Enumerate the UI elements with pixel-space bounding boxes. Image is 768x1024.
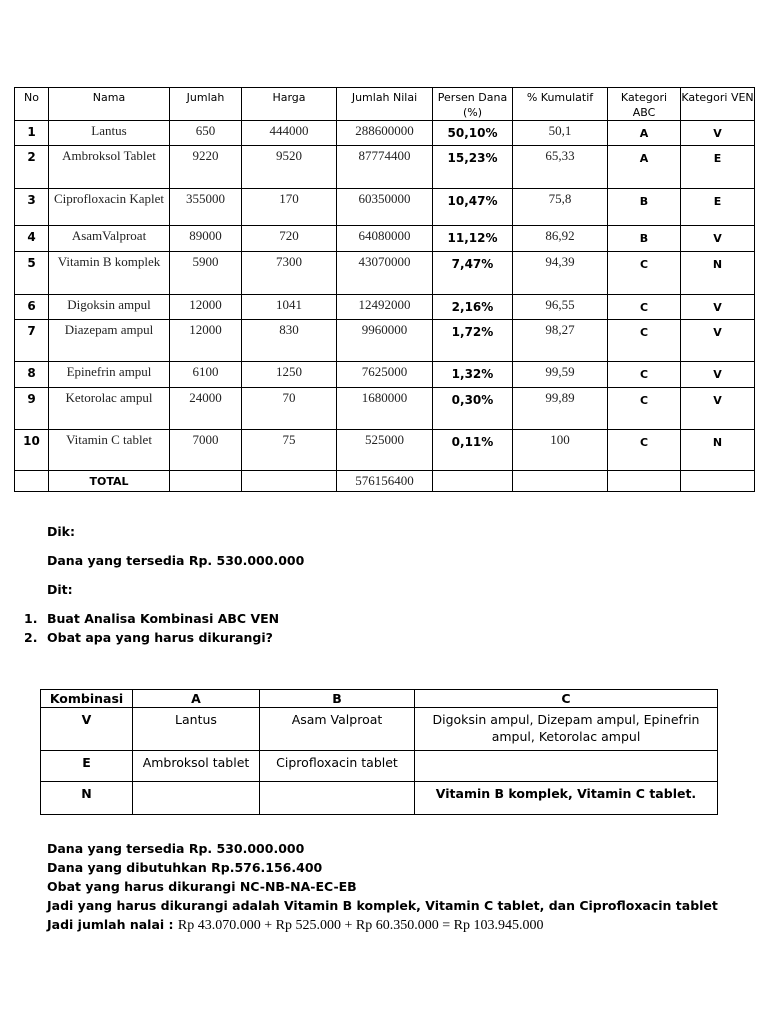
cell-persen-dana: 0,30% bbox=[433, 388, 513, 430]
cell-jumlah: 89000 bbox=[170, 226, 242, 252]
combo-cell-c bbox=[415, 751, 718, 782]
total-empty-jumlah bbox=[170, 471, 242, 492]
cell-kategori-abc: C bbox=[608, 430, 681, 471]
cell-kategori-ven: N bbox=[681, 430, 755, 471]
cell-jumlah: 650 bbox=[170, 121, 242, 146]
conclusion-dana-tersedia: Dana yang tersedia Rp. 530.000.000 bbox=[47, 841, 305, 856]
cell-no: 6 bbox=[15, 295, 49, 320]
cell-harga: 444000 bbox=[242, 121, 337, 146]
cell-jumlah: 7000 bbox=[170, 430, 242, 471]
cell-no: 8 bbox=[15, 362, 49, 388]
cell-jumlah: 6100 bbox=[170, 362, 242, 388]
cell-no: 3 bbox=[15, 189, 49, 226]
cell-kumulatif: 96,55 bbox=[513, 295, 608, 320]
cell-persen-dana: 2,16% bbox=[433, 295, 513, 320]
cell-jumlah-nilai: 43070000 bbox=[337, 252, 433, 295]
cell-jumlah-nilai: 12492000 bbox=[337, 295, 433, 320]
total-empty-no bbox=[15, 471, 49, 492]
table-row bbox=[15, 430, 755, 471]
cell-harga: 70 bbox=[242, 388, 337, 430]
cell-no: 7 bbox=[15, 320, 49, 362]
cell-kategori-ven: V bbox=[681, 226, 755, 252]
cell-nama: AsamValproat bbox=[49, 226, 170, 252]
cell-kategori-ven: N bbox=[681, 252, 755, 295]
table-row bbox=[15, 189, 755, 226]
cell-persen-dana: 0,11% bbox=[433, 430, 513, 471]
total-empty-ven bbox=[681, 471, 755, 492]
cell-kumulatif: 86,92 bbox=[513, 226, 608, 252]
conclusion-dana-dibutuhkan: Dana yang dibutuhkan Rp.576.156.400 bbox=[47, 860, 323, 875]
total-empty-kumulatif bbox=[513, 471, 608, 492]
cell-harga: 1041 bbox=[242, 295, 337, 320]
cell-persen-dana: 1,72% bbox=[433, 320, 513, 362]
cell-kumulatif: 94,39 bbox=[513, 252, 608, 295]
cell-jumlah-nilai: 87774400 bbox=[337, 146, 433, 189]
cell-harga: 9520 bbox=[242, 146, 337, 189]
question-number: 1. bbox=[24, 611, 38, 626]
cell-jumlah: 12000 bbox=[170, 295, 242, 320]
cell-persen-dana: 10,47% bbox=[433, 189, 513, 226]
cell-jumlah-nilai: 525000 bbox=[337, 430, 433, 471]
cell-kumulatif: 100 bbox=[513, 430, 608, 471]
cell-nama: Vitamin B komplek bbox=[49, 252, 170, 295]
dik-label: Dik: bbox=[47, 524, 75, 539]
cell-jumlah-nilai: 64080000 bbox=[337, 226, 433, 252]
cell-persen-dana: 11,12% bbox=[433, 226, 513, 252]
total-label: TOTAL bbox=[49, 471, 170, 492]
cell-persen-dana: 7,47% bbox=[433, 252, 513, 295]
cell-kategori-abc: C bbox=[608, 252, 681, 295]
jumlah-nilai-value: Rp 43.070.000 + Rp 525.000 + Rp 60.350.000 = Rp 103.945.000 bbox=[177, 918, 544, 933]
combo-cell-c: Digoksin ampul, Dizepam ampul, Epinefrin ampul, Ketorolac ampul bbox=[415, 708, 718, 751]
cell-persen-dana: 50,10% bbox=[433, 121, 513, 146]
question-text: Obat apa yang harus dikurangi? bbox=[47, 630, 273, 645]
header-kategori-abc: Kategori ABC bbox=[608, 88, 681, 121]
cell-persen-dana: 15,23% bbox=[433, 146, 513, 189]
cell-kategori-abc: A bbox=[608, 121, 681, 146]
total-empty-harga bbox=[242, 471, 337, 492]
cell-jumlah-nilai: 288600000 bbox=[337, 121, 433, 146]
combo-header-a: A bbox=[133, 690, 260, 708]
cell-kategori-abc: C bbox=[608, 320, 681, 362]
table-total-row bbox=[15, 471, 755, 492]
cell-kategori-ven: V bbox=[681, 388, 755, 430]
cell-kategori-abc: C bbox=[608, 362, 681, 388]
cell-harga: 720 bbox=[242, 226, 337, 252]
question-item-2 bbox=[24, 630, 273, 645]
table-header-row bbox=[15, 88, 755, 121]
cell-kumulatif: 50,1 bbox=[513, 121, 608, 146]
cell-jumlah: 355000 bbox=[170, 189, 242, 226]
total-empty-persen bbox=[433, 471, 513, 492]
cell-nama: Vitamin C tablet bbox=[49, 430, 170, 471]
table-row bbox=[15, 320, 755, 362]
header-kumulatif: % Kumulatif bbox=[513, 88, 608, 121]
dit-label: Dit: bbox=[47, 582, 73, 597]
table-row bbox=[15, 362, 755, 388]
cell-kategori-abc: C bbox=[608, 295, 681, 320]
cell-kategori-ven: V bbox=[681, 121, 755, 146]
jumlah-nilai-label: Jadi jumlah nalai : bbox=[47, 917, 174, 932]
question-number: 2. bbox=[24, 630, 38, 645]
cell-kategori-abc: B bbox=[608, 226, 681, 252]
question-item-1 bbox=[24, 611, 279, 626]
cell-kumulatif: 75,8 bbox=[513, 189, 608, 226]
cell-nama: Lantus bbox=[49, 121, 170, 146]
cell-nama: Ketorolac ampul bbox=[49, 388, 170, 430]
combo-header-kombinasi: Kombinasi bbox=[41, 690, 133, 708]
abc-ven-data-table bbox=[14, 87, 755, 492]
combo-cell-c: Vitamin B komplek, Vitamin C tablet. bbox=[415, 782, 718, 815]
table-row bbox=[15, 121, 755, 146]
cell-jumlah-nilai: 1680000 bbox=[337, 388, 433, 430]
cell-no: 10 bbox=[15, 430, 49, 471]
cell-nama: Digoksin ampul bbox=[49, 295, 170, 320]
cell-kategori-ven: E bbox=[681, 146, 755, 189]
combo-cell-a: Lantus bbox=[133, 708, 260, 751]
cell-no: 9 bbox=[15, 388, 49, 430]
combo-row-v bbox=[41, 708, 718, 751]
combo-row-label: V bbox=[41, 708, 133, 751]
cell-harga: 7300 bbox=[242, 252, 337, 295]
header-jumlah-nilai: Jumlah Nilai bbox=[337, 88, 433, 121]
table-row bbox=[15, 252, 755, 295]
combo-cell-b bbox=[260, 782, 415, 815]
cell-jumlah-nilai: 7625000 bbox=[337, 362, 433, 388]
header-harga: Harga bbox=[242, 88, 337, 121]
combo-cell-a bbox=[133, 782, 260, 815]
combo-cell-a: Ambroksol tablet bbox=[133, 751, 260, 782]
cell-no: 4 bbox=[15, 226, 49, 252]
cell-jumlah: 5900 bbox=[170, 252, 242, 295]
combo-row-n bbox=[41, 782, 718, 815]
cell-kumulatif: 99,89 bbox=[513, 388, 608, 430]
combo-row-label: E bbox=[41, 751, 133, 782]
table-row bbox=[15, 226, 755, 252]
conclusion-jadi-dikurangi: Jadi yang harus dikurangi adalah Vitamin B komplek, Vitamin C tablet, dan Ciprofloxacin tablet bbox=[47, 898, 718, 913]
cell-kategori-abc: C bbox=[608, 388, 681, 430]
cell-nama: Ambroksol Tablet bbox=[49, 146, 170, 189]
cell-no: 1 bbox=[15, 121, 49, 146]
cell-kategori-ven: E bbox=[681, 189, 755, 226]
cell-kumulatif: 65,33 bbox=[513, 146, 608, 189]
total-empty-abc bbox=[608, 471, 681, 492]
abc-ven-combination-table bbox=[40, 689, 718, 815]
cell-harga: 170 bbox=[242, 189, 337, 226]
header-kategori-ven: Kategori VEN bbox=[681, 88, 755, 121]
cell-no: 5 bbox=[15, 252, 49, 295]
combo-row-e bbox=[41, 751, 718, 782]
cell-nama: Epinefrin ampul bbox=[49, 362, 170, 388]
cell-nama: Diazepam ampul bbox=[49, 320, 170, 362]
cell-harga: 75 bbox=[242, 430, 337, 471]
cell-kategori-ven: V bbox=[681, 320, 755, 362]
cell-kategori-abc: B bbox=[608, 189, 681, 226]
cell-kategori-ven: V bbox=[681, 295, 755, 320]
cell-jumlah: 12000 bbox=[170, 320, 242, 362]
combo-cell-b: Asam Valproat bbox=[260, 708, 415, 751]
combo-header-row bbox=[41, 690, 718, 708]
total-value: 576156400 bbox=[337, 471, 433, 492]
combo-row-label: N bbox=[41, 782, 133, 815]
cell-jumlah: 24000 bbox=[170, 388, 242, 430]
table-row bbox=[15, 146, 755, 189]
conclusion-obat-dikurangi: Obat yang harus dikurangi NC-NB-NA-EC-EB bbox=[47, 879, 357, 894]
header-persen-dana: Persen Dana (%) bbox=[433, 88, 513, 121]
header-nama: Nama bbox=[49, 88, 170, 121]
cell-jumlah-nilai: 60350000 bbox=[337, 189, 433, 226]
dana-tersedia-text: Dana yang tersedia Rp. 530.000.000 bbox=[47, 553, 305, 568]
cell-jumlah-nilai: 9960000 bbox=[337, 320, 433, 362]
cell-kumulatif: 98,27 bbox=[513, 320, 608, 362]
cell-kumulatif: 99,59 bbox=[513, 362, 608, 388]
combo-cell-b: Ciprofloxacin tablet bbox=[260, 751, 415, 782]
question-text: Buat Analisa Kombinasi ABC VEN bbox=[47, 611, 280, 626]
cell-nama: Ciprofloxacin Kaplet bbox=[49, 189, 170, 226]
cell-jumlah: 9220 bbox=[170, 146, 242, 189]
cell-harga: 830 bbox=[242, 320, 337, 362]
table-row bbox=[15, 388, 755, 430]
header-jumlah: Jumlah bbox=[170, 88, 242, 121]
cell-no: 2 bbox=[15, 146, 49, 189]
combo-header-b: B bbox=[260, 690, 415, 708]
cell-kategori-ven: V bbox=[681, 362, 755, 388]
header-no: No bbox=[15, 88, 49, 121]
cell-kategori-abc: A bbox=[608, 146, 681, 189]
cell-harga: 1250 bbox=[242, 362, 337, 388]
combo-header-c: C bbox=[415, 690, 718, 708]
conclusion-jumlah-nilai bbox=[47, 917, 543, 934]
table-row bbox=[15, 295, 755, 320]
cell-persen-dana: 1,32% bbox=[433, 362, 513, 388]
